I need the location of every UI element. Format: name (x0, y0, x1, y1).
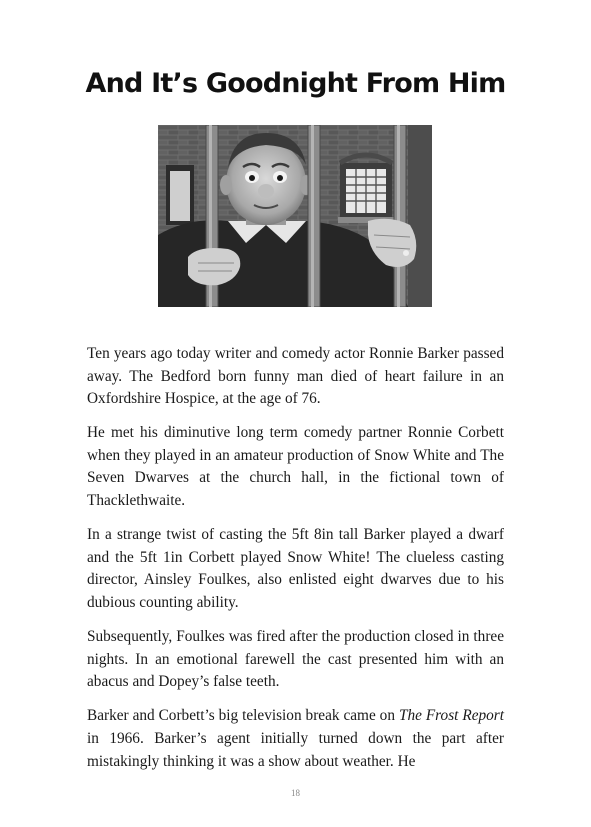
page-title: And It’s Goodnight From Him (85, 68, 506, 99)
article-body (87, 343, 504, 785)
paragraph-2: He met his diminutive long term comedy partner Ronnie Corbett when they played in an amateur production of Snow White and The Seven Dwarves at the church hall, in the fictional town of Thacklethwaite. (87, 424, 504, 510)
paragraph-1: Ten years ago today writer and comedy actor Ronnie Barker passed away. The Bedford born funny man died of heart failure in an Oxfordshire Hospice, at the age of 76. (87, 345, 504, 408)
photo (158, 125, 432, 307)
paragraph-5 (87, 705, 504, 773)
paragraph-5-end: in 1966. Barker’s agent initially turned down the part after mistakingly thinking it was a show about weather. He (87, 729, 504, 770)
paragraph-4: Subsequently, Foulkes was fired after the production closed in three nights. In an emotional farewell the cast presented him with an abacus and Dopey’s false teeth. (87, 628, 504, 691)
show-title: The Frost Report (398, 707, 504, 725)
page-number: 18 (291, 788, 300, 798)
paragraph-3: In a strange twist of casting the 5ft 8in tall Barker played a dwarf and the 5ft 1in Corbett played Snow White! The clueless casting director, Ainsley Foulkes, also enlisted eight dwarves due to his dubious counting ability. (87, 526, 504, 611)
paragraph-5-start: Barker and Corbett’s big television break came on (87, 707, 399, 725)
